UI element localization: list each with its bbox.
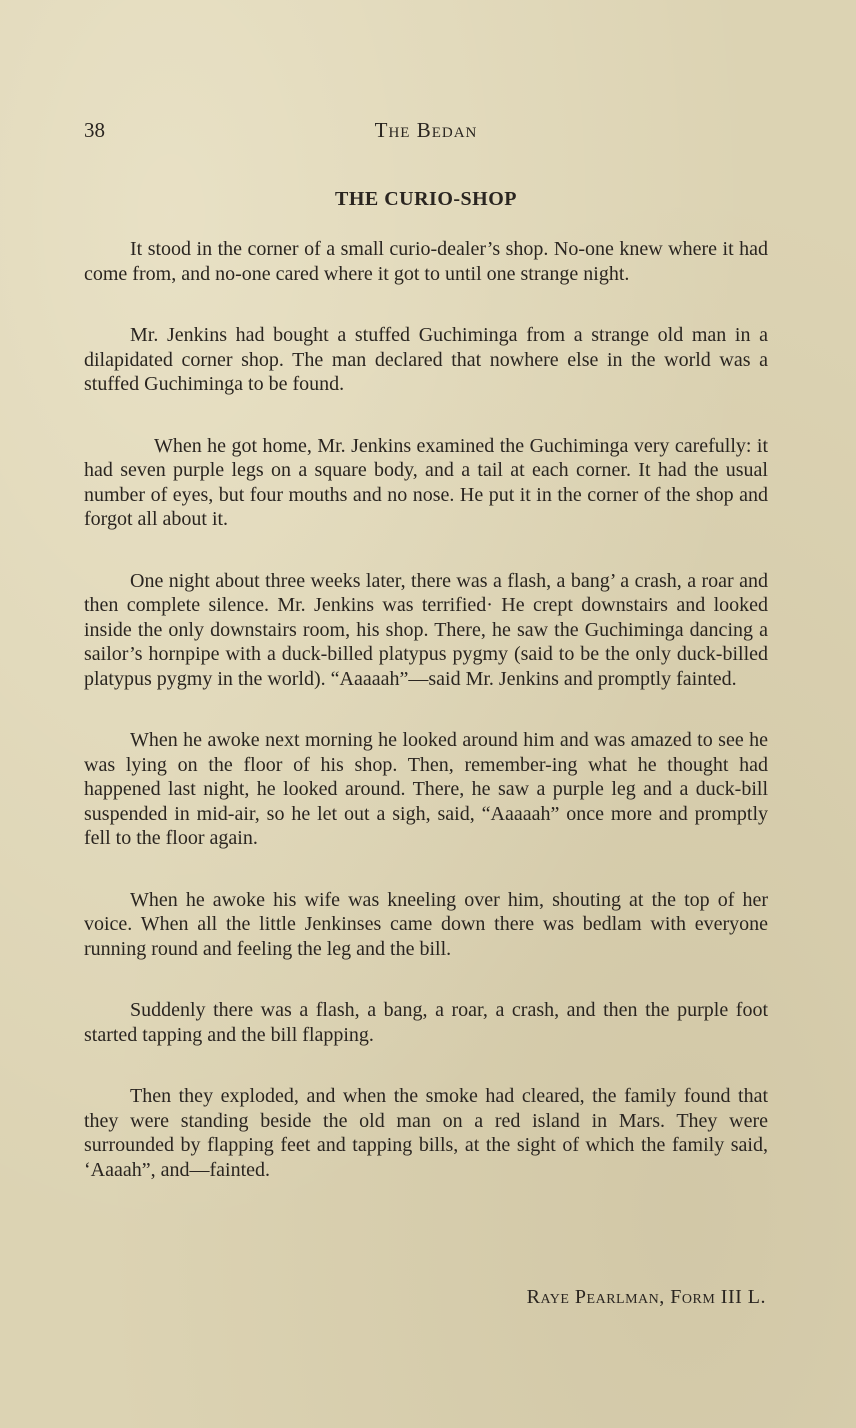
paragraph: One night about three weeks later, there was a flash, a bang’ a crash, a roar and then complete silence. Mr. Jenkins was terrified· He crept downstairs and looked inside the only downstairs room, his shop. There, he saw the Guchiminga dancing a sailor’s hornpipe with a duck-billed platypus pygmy (said to be the only duck-billed platypus pygmy in the world). “Aaaaah”—said Mr. Jenkins and promptly fainted. — [84, 569, 768, 690]
paragraph: Suddenly there was a flash, a bang, a roar, a crash, and then the purple foot started tapping and the bill flapping. — [84, 999, 768, 1046]
page-number: 38 — [84, 118, 105, 142]
paragraph: It stood in the corner of a small curio-dealer’s shop. No-one knew where it had come from, and no-one cared where it got to until one strange night. — [84, 238, 768, 285]
paragraph: Mr. Jenkins had bought a stuffed Guchiminga from a strange old man in a dilapidated corner shop. The man declared that nowhere else in the world was a stuffed Guchiminga to be found. — [84, 324, 768, 395]
paragraph: When he awoke next morning he looked around him and was amazed to see he was lying on the floor of his shop. Then, remember-ing what he thought had happened last night, he looked around. There, he saw a purple leg and a duck-bill suspended in mid-air, so he let out a sigh, said, “Aaaaah” once more and promptly fell to the floor again. — [84, 729, 768, 849]
running-head — [84, 118, 768, 148]
journal-title: The Bedan — [374, 118, 478, 142]
paragraph: Then they exploded, and when the smoke had cleared, the family found that they were standing beside the old man on a red island in Mars. They were surrounded by flapping feet and tapping bills, at the sight of which the family said, ‘Aaaah”, and—fainted. — [84, 1085, 768, 1181]
paragraph: When he awoke his wife was kneeling over him, shouting at the top of her voice. When all the little Jenkinses came down there was bedlam with everyone running round and feeling the leg and the bill. — [84, 888, 768, 960]
author-signature: Raye Pearlman, Form III L. — [526, 1286, 766, 1308]
article-title: THE CURIO-SHOP — [334, 188, 518, 210]
article — [84, 188, 768, 1219]
paragraph: When he got home, Mr. Jenkins examined the Guchiminga very carefully: it had seven purple legs on a square body, and a tail at each corner. It had the usual number of eyes, but four mouths and no nose. He put it in the corner of the shop and forgot all about it. — [84, 434, 768, 530]
